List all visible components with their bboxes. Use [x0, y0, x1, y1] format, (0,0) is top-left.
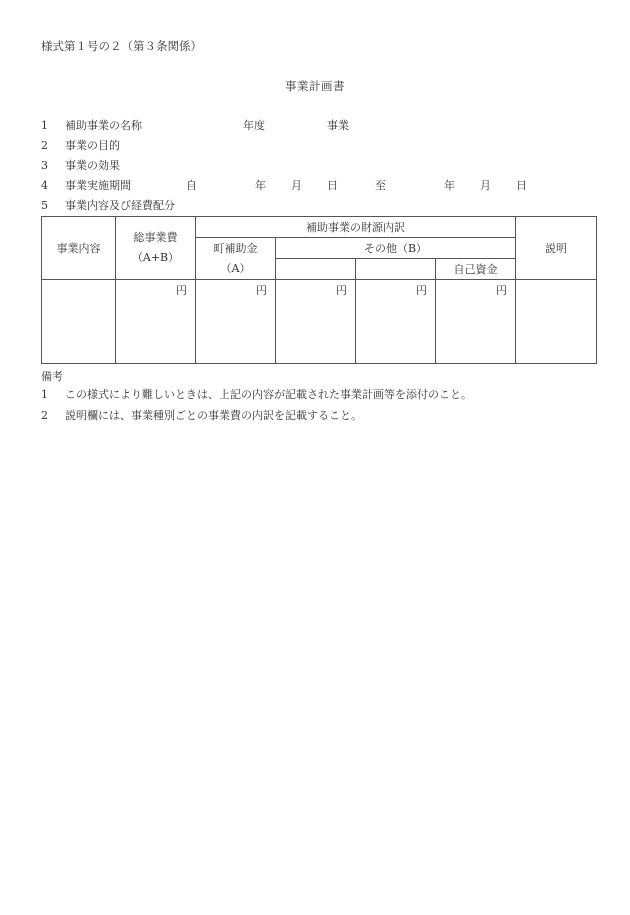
- table-row: [42, 280, 597, 364]
- header-content: 事業内容: [42, 217, 116, 280]
- item-project-name: [41, 118, 541, 134]
- item-content-allocation: [41, 198, 341, 214]
- notes-heading: 備考: [41, 370, 63, 383]
- header-other-sub-2: [356, 259, 436, 280]
- item-number: 3: [41, 159, 48, 172]
- cell-other-2[interactable]: 円: [356, 280, 436, 364]
- from-label: 自: [186, 179, 197, 192]
- cell-own-funds[interactable]: 円: [436, 280, 516, 364]
- header-own-funds: 自己資金: [436, 259, 516, 280]
- end-day-label: 日: [516, 179, 527, 192]
- item-number: 1: [41, 119, 48, 132]
- start-month-label: 月: [291, 179, 302, 192]
- note-text: 説明欄には、事業種別ごとの事業費の内訳を記載すること。: [65, 409, 362, 422]
- header-funding-breakdown: 補助事業の財源内訳: [196, 217, 516, 238]
- end-year-label: 年: [444, 179, 455, 192]
- note-item: [41, 387, 601, 403]
- note-number: 1: [41, 388, 48, 401]
- project-label: 事業: [327, 119, 349, 132]
- fiscal-year-label: 年度: [243, 119, 265, 132]
- item-purpose: [41, 138, 341, 154]
- budget-table: [41, 216, 597, 364]
- header-other: その他（B）: [276, 238, 516, 259]
- cell-total-cost[interactable]: 円: [116, 280, 196, 364]
- item-label: 事業内容及び経費配分: [65, 199, 175, 212]
- note-text: この様式により難しいときは、上記の内容が記載された事業計画等を添付のこと。: [65, 388, 472, 401]
- item-number: 5: [41, 199, 48, 212]
- end-month-label: 月: [480, 179, 491, 192]
- note-number: 2: [41, 409, 48, 422]
- start-day-label: 日: [327, 179, 338, 192]
- cell-other-1[interactable]: 円: [276, 280, 356, 364]
- item-effect: [41, 158, 341, 174]
- item-label: 事業の目的: [65, 139, 120, 152]
- note-item: [41, 408, 601, 424]
- header-other-sub-1: [276, 259, 356, 280]
- header-total-cost: 総事業費 （A+B）: [116, 217, 196, 280]
- item-label: 事業実施期間: [65, 179, 131, 192]
- cell-description[interactable]: [516, 280, 597, 364]
- cell-town-subsidy[interactable]: 円: [196, 280, 276, 364]
- item-number: 2: [41, 139, 48, 152]
- item-period: [41, 178, 601, 194]
- to-label: 至: [375, 179, 386, 192]
- header-description: 説明: [516, 217, 597, 280]
- form-number: 様式第１号の２（第３条関係）: [41, 39, 202, 53]
- item-label: 事業の効果: [65, 159, 120, 172]
- header-town-subsidy: 町補助金 （A）: [196, 238, 276, 280]
- item-label: 補助事業の名称: [65, 119, 142, 132]
- item-number: 4: [41, 179, 48, 192]
- document-title: 事業計画書: [285, 79, 345, 93]
- cell-content[interactable]: [42, 280, 116, 364]
- start-year-label: 年: [255, 179, 266, 192]
